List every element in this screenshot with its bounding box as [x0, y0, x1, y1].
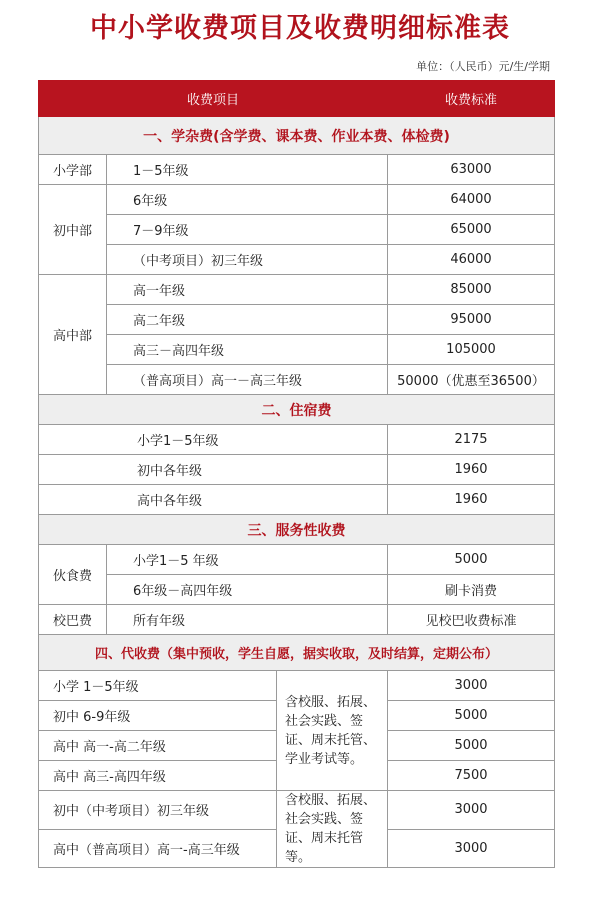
- row-item: 初中（中考项目）初三年级: [39, 791, 277, 830]
- row-item: 小学 1－5年级: [39, 671, 277, 701]
- row-value: 刷卡消费: [388, 575, 555, 605]
- row-value: 50000（优惠至36500）: [388, 365, 555, 395]
- row-value: 1960: [388, 485, 555, 515]
- section-tuition: [39, 117, 555, 155]
- collection-note: 含校服、拓展、社会实践、签证、周末托管、学业考试等。: [277, 671, 388, 791]
- row-value: 5000: [388, 545, 555, 575]
- row-item: 小学1－5年级: [39, 425, 388, 455]
- table-row: [39, 791, 555, 830]
- row-item: 高三－高四年级: [107, 335, 388, 365]
- row-item: 小学1－5 年级: [107, 545, 388, 575]
- row-value: 105000: [388, 335, 555, 365]
- table-row: [39, 365, 555, 395]
- row-value: 85000: [388, 275, 555, 305]
- row-item: 7－9年级: [107, 215, 388, 245]
- section-title: 一、学杂费(含学费、课本费、作业本费、体检费): [39, 117, 555, 155]
- row-item: （普高项目）高一－高三年级: [107, 365, 388, 395]
- row-value: 见校巴收费标准: [388, 605, 555, 635]
- row-item: 高二年级: [107, 305, 388, 335]
- group-label: 校巴费: [39, 605, 107, 635]
- table-row: [39, 245, 555, 275]
- row-value: 95000: [388, 305, 555, 335]
- row-value: 65000: [388, 215, 555, 245]
- section-title: 二、住宿费: [39, 395, 555, 425]
- row-value: 7500: [388, 761, 555, 791]
- row-item: 所有年级: [107, 605, 388, 635]
- row-value: 63000: [388, 155, 555, 185]
- table-row: [39, 485, 555, 515]
- section-title: 四、代收费（集中预收，学生自愿，据实收取，及时结算，定期公布）: [39, 635, 555, 671]
- table-row: [39, 605, 555, 635]
- table-row: [39, 305, 555, 335]
- row-value: 1960: [388, 455, 555, 485]
- section-collection: [39, 635, 555, 671]
- table-row: [39, 185, 555, 215]
- table-row: [39, 671, 555, 701]
- row-item: 初中各年级: [39, 455, 388, 485]
- section-service: [39, 515, 555, 545]
- group-label: 小学部: [39, 155, 107, 185]
- row-value: 5000: [388, 731, 555, 761]
- row-item: 6年级: [107, 185, 388, 215]
- table-row: [39, 275, 555, 305]
- page-title: 中小学收费项目及收费明细标准表: [90, 13, 510, 44]
- table-row: [39, 545, 555, 575]
- row-item: （中考项目）初三年级: [107, 245, 388, 275]
- table-row: [39, 155, 555, 185]
- table-row: [39, 455, 555, 485]
- row-item: 高中 高三-高四年级: [39, 761, 277, 791]
- table-row: [39, 335, 555, 365]
- row-value: 3000: [388, 829, 555, 868]
- header-item: 收费项目: [39, 81, 388, 117]
- section-title: 三、服务性收费: [39, 515, 555, 545]
- row-item: 高中 高一-高二年级: [39, 731, 277, 761]
- row-value: 64000: [388, 185, 555, 215]
- row-item: 6年级－高四年级: [107, 575, 388, 605]
- header-standard: 收费标准: [388, 81, 555, 117]
- section-boarding: [39, 395, 555, 425]
- group-label: 高中部: [39, 275, 107, 395]
- group-label: 伙食费: [39, 545, 107, 605]
- table-row: [39, 425, 555, 455]
- row-item: 初中 6-9年级: [39, 701, 277, 731]
- row-item: 高中各年级: [39, 485, 388, 515]
- table-row: [39, 575, 555, 605]
- row-value: 5000: [388, 701, 555, 731]
- fee-table: [38, 80, 555, 868]
- table-row: [39, 215, 555, 245]
- collection-note: 含校服、拓展、社会实践、签证、周末托管等。: [277, 791, 388, 868]
- row-item: 高中（普高项目）高一-高三年级: [39, 829, 277, 868]
- table-header: [39, 81, 555, 117]
- row-item: 高一年级: [107, 275, 388, 305]
- row-value: 46000: [388, 245, 555, 275]
- row-value: 3000: [388, 791, 555, 830]
- row-value: 2175: [388, 425, 555, 455]
- group-label: 初中部: [39, 185, 107, 275]
- unit-note: 单位：（人民币）元/生/学期: [416, 60, 550, 73]
- row-value: 3000: [388, 671, 555, 701]
- row-item: 1－5年级: [107, 155, 388, 185]
